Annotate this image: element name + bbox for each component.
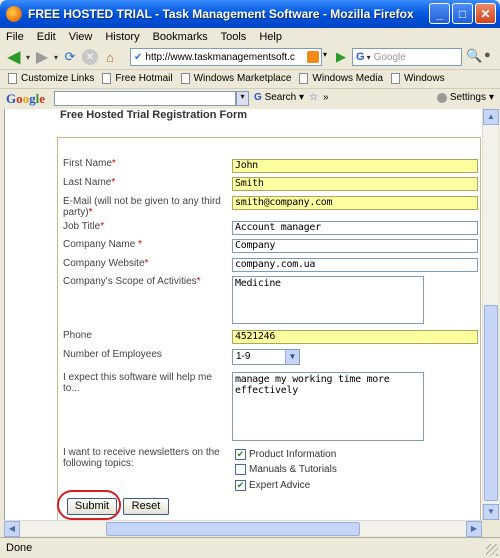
employees-select-value: 1-9	[236, 351, 251, 362]
newsletter-option-label: Expert Advice	[249, 480, 311, 491]
bookmark-customize-links[interactable]	[8, 73, 94, 84]
stop-icon[interactable]: ✕	[82, 49, 98, 65]
minimize-button[interactable]: _	[429, 3, 450, 24]
menu-edit[interactable]: Edit	[36, 30, 56, 43]
first-name-label: First Name*	[63, 158, 116, 169]
email-label: E-Mail (will not be given to any third party)*	[63, 196, 221, 218]
company-website-label: Company Website*	[63, 258, 149, 269]
expect-label: I expect this software will help me to...	[63, 372, 212, 394]
menu-bar	[0, 28, 500, 45]
back-arrow-icon[interactable]: ◀	[7, 49, 21, 66]
forward-history-chevron-icon[interactable]: ▾	[53, 52, 58, 62]
settings-label: Settings	[449, 92, 486, 103]
menu-view[interactable]: View	[68, 30, 93, 43]
bookmark-free-hotmail[interactable]	[102, 73, 172, 84]
bookmark-label: Windows	[404, 73, 445, 84]
first-name-input[interactable]: John	[232, 159, 478, 173]
company-website-input[interactable]: company.com.ua	[232, 258, 478, 272]
company-name-label: Company Name *	[63, 239, 142, 250]
newsletter-option-manuals-tutorials[interactable]	[235, 464, 337, 475]
horizontal-scroll-thumb[interactable]	[106, 522, 360, 536]
last-name-label: Last Name*	[63, 177, 116, 188]
page-icon	[391, 73, 400, 84]
search-engine-chevron-icon[interactable]: ▾	[366, 52, 371, 62]
google-settings[interactable]	[437, 92, 494, 103]
search-placeholder: Google	[373, 51, 406, 63]
bookmark-windows[interactable]	[391, 73, 445, 84]
url-history-chevron-icon[interactable]: ▾	[323, 50, 328, 59]
bookmark-windows-marketplace[interactable]	[181, 73, 292, 84]
firefox-icon	[6, 6, 22, 22]
go-arrow-icon[interactable]: ▶	[336, 49, 346, 64]
employees-select[interactable]	[232, 349, 300, 365]
annotation-highlight-ring	[57, 490, 121, 520]
scroll-left-icon[interactable]: ◀	[4, 521, 20, 537]
menu-file[interactable]: File	[6, 30, 24, 43]
scope-textarea[interactable]: Medicine	[232, 276, 424, 324]
phone-label: Phone	[63, 330, 92, 341]
search-engine-icon[interactable]: G	[356, 51, 365, 63]
menu-bookmarks[interactable]: Bookmarks	[152, 30, 208, 43]
window-controls	[429, 3, 496, 24]
google-logo[interactable]: Google	[6, 90, 46, 106]
expect-textarea[interactable]: manage my working time more effectively	[232, 372, 424, 441]
back-history-chevron-icon[interactable]: ▾	[25, 52, 30, 62]
scroll-right-icon[interactable]: ▶	[466, 521, 482, 537]
menu-history[interactable]: History	[105, 30, 140, 43]
checkbox-checked[interactable]: ✔	[236, 449, 245, 459]
submit-button[interactable]: Submit	[67, 498, 117, 515]
google-search-button[interactable]: G Search ▾	[254, 92, 305, 103]
bookmark-label: Free Hotmail	[115, 73, 173, 84]
magnifier-icon[interactable]: 🔍	[466, 48, 483, 63]
newsletters-label: I want to receive newsletters on the following topics:	[63, 447, 220, 469]
status-bar	[0, 537, 500, 558]
employees-label: Number of Employees	[63, 349, 162, 360]
maximize-button[interactable]: □	[452, 3, 473, 24]
newsletter-option-product-information[interactable]	[235, 449, 336, 460]
page-content	[4, 109, 482, 520]
bookmarks-toolbar	[0, 69, 500, 87]
form-title: Free Hosted Trial Registration Form	[60, 109, 248, 121]
newsletter-option-label: Manuals & Tutorials	[249, 464, 337, 475]
chevron-down-icon: ▾	[488, 92, 494, 103]
google-toolbar	[0, 88, 500, 108]
bookmark-windows-media[interactable]	[299, 73, 383, 84]
horizontal-scrollbar[interactable]	[4, 520, 482, 536]
vertical-scroll-thumb[interactable]	[484, 305, 498, 501]
reload-icon[interactable]: ⟳	[64, 49, 76, 64]
bookmark-star-icon[interactable]: ☆	[309, 92, 319, 103]
rss-feed-icon[interactable]	[307, 51, 319, 63]
chevron-down-icon[interactable]: ▼	[285, 350, 299, 364]
scroll-up-icon[interactable]: ▲	[483, 109, 499, 125]
forward-arrow-icon[interactable]: ▶	[35, 49, 49, 66]
phone-input[interactable]: 4521246	[232, 330, 478, 344]
page-icon	[181, 73, 190, 84]
menu-help[interactable]: Help	[259, 30, 282, 43]
bookmark-label: Windows Media	[312, 73, 384, 84]
site-favicon-icon: ✔	[134, 51, 143, 63]
company-name-input[interactable]: Company	[232, 239, 478, 253]
checkbox-checked[interactable]: ✔	[236, 480, 245, 490]
newsletter-option-label: Product Information	[249, 449, 337, 460]
google-search-chevron-icon[interactable]: ▾	[236, 91, 249, 106]
scrollbar-corner	[482, 520, 498, 536]
status-text: Done	[6, 542, 33, 554]
scroll-down-icon[interactable]: ▼	[483, 504, 499, 520]
settings-icon	[437, 93, 447, 103]
bookmark-label: Customize Links	[21, 73, 95, 84]
close-button[interactable]: ✕	[475, 3, 496, 24]
google-search-input[interactable]	[54, 91, 236, 106]
job-title-input[interactable]: Account manager	[232, 221, 478, 235]
vertical-scrollbar[interactable]	[482, 109, 498, 520]
scope-label: Company's Scope of Activities*	[63, 276, 201, 287]
reset-button[interactable]: Reset	[123, 498, 169, 515]
url-bar[interactable]	[130, 48, 322, 66]
google-tools	[254, 92, 329, 103]
resize-grip-icon[interactable]	[486, 544, 498, 556]
page-icon	[102, 73, 111, 84]
last-name-input[interactable]: Smith	[232, 177, 478, 191]
title-bar	[0, 0, 500, 28]
url-text: http://www.taskmanagementsoft.c	[145, 51, 295, 63]
page-icon	[299, 73, 308, 84]
email-input[interactable]: smith@company.com	[232, 196, 478, 210]
bookmark-label: Windows Marketplace	[193, 73, 292, 84]
page-icon	[8, 73, 17, 84]
job-title-label: Job Title*	[63, 221, 105, 232]
checkbox-unchecked[interactable]	[235, 464, 246, 475]
newsletter-option-expert-advice[interactable]	[235, 480, 310, 491]
home-icon[interactable]: ⌂	[106, 49, 114, 65]
navigation-toolbar	[0, 45, 500, 69]
menu-tools[interactable]: Tools	[220, 30, 247, 43]
search-bar[interactable]	[352, 48, 462, 66]
activity-throbber-icon: ●	[484, 49, 491, 61]
google-more-chevron[interactable]: »	[323, 92, 329, 103]
window-title: FREE HOSTED TRIAL - Task Management Software - Mozilla Firefox	[28, 7, 414, 21]
